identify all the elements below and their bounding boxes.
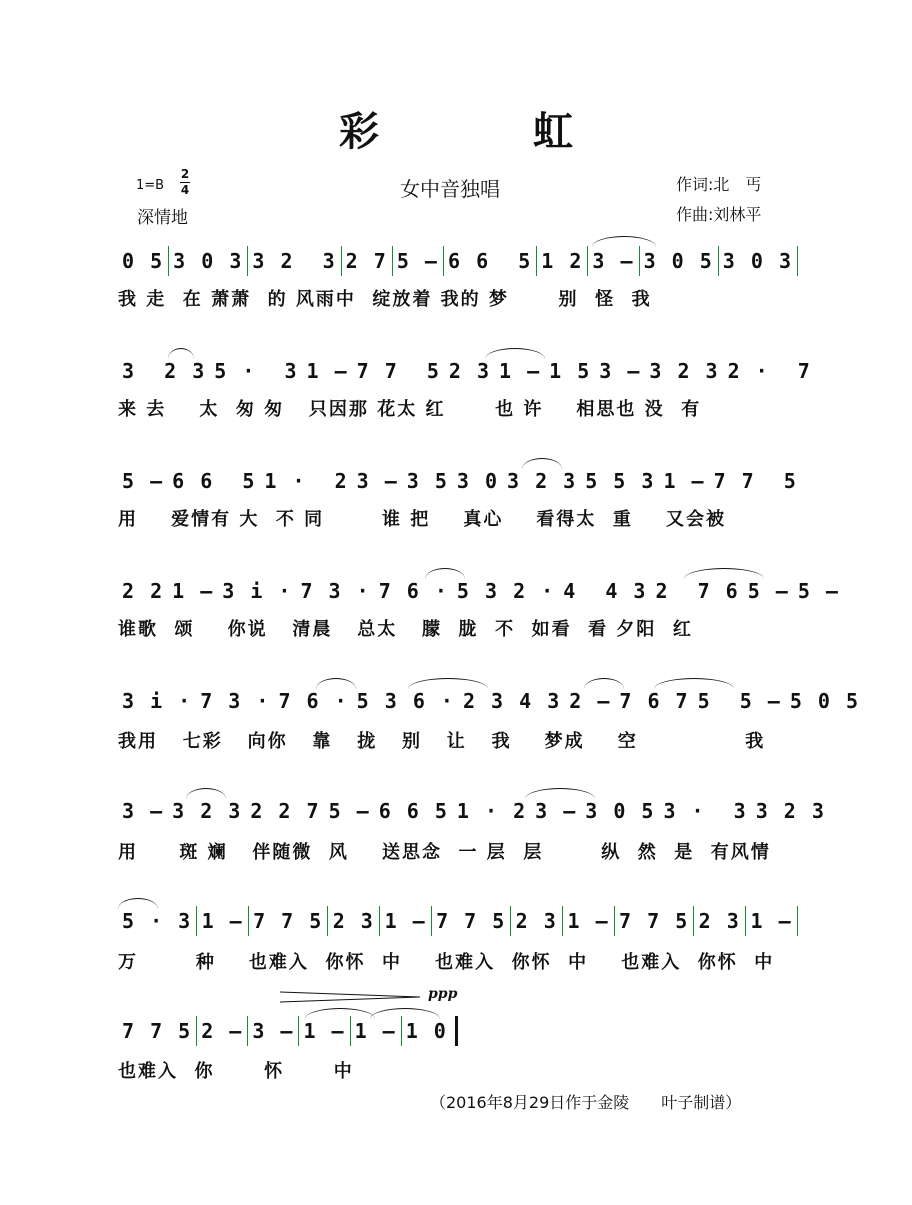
notation-line (118, 1014, 458, 1048)
lyricist-credit: 作词:北 丐 (676, 175, 762, 194)
measure-notes: 5 · 3 (214, 359, 299, 383)
measure-notes: 2 2 7 (250, 799, 321, 823)
measure (353, 464, 403, 498)
measure-notes: 2 3 4 3 (462, 689, 562, 713)
measure-notes: 5 — (396, 249, 439, 273)
measure-notes: 0 5 (122, 249, 165, 273)
lyric-line: 我 走 在 萧萧 的 风雨中 绽放着 我的 梦 别 怪 我 (118, 289, 652, 310)
measure-notes: 1 — (750, 909, 793, 933)
measure-notes: 3 — (356, 469, 399, 493)
measure (375, 794, 453, 828)
measure (645, 354, 723, 388)
measure (196, 684, 274, 718)
footer-note: （2016年8月29日作于金陵 叶子制谱） (430, 1093, 742, 1112)
measure (531, 794, 581, 828)
measure (197, 904, 248, 938)
slur-mark (186, 788, 226, 799)
measure-notes: 2 3 (698, 909, 741, 933)
measure (511, 904, 562, 938)
measure (563, 904, 614, 938)
measure (118, 354, 210, 388)
slur-mark (316, 678, 356, 689)
measure (118, 464, 168, 498)
time-signature-bottom: 4 (180, 183, 190, 197)
measure (380, 904, 431, 938)
measure (246, 794, 324, 828)
measure-notes: 1 0 (405, 1019, 448, 1043)
lyric-line: 谁歌 颂 你说 清晨 总太 朦 胧 不 如看 看 夕阳 红 (118, 619, 693, 640)
measure (248, 244, 340, 278)
slur-mark (522, 458, 562, 469)
slur-mark (425, 568, 465, 579)
slur-mark (305, 1008, 375, 1019)
notation-line (118, 354, 812, 388)
notation-line (118, 574, 840, 608)
measure-notes: 5 3 6 · (356, 689, 455, 713)
measure-notes: 1 · 2 (264, 469, 349, 493)
measure-notes: 3 0 (456, 469, 499, 493)
measure (299, 1014, 349, 1048)
measure-notes: 3 0 5 (585, 799, 656, 823)
lyric-line: 用 斑 斓 伴随微 风 送思念 一 层 层 纵 然 是 有风情 (118, 842, 771, 863)
measure-notes: 3 — (122, 799, 165, 823)
measure (537, 244, 587, 278)
measure-notes: 7 7 5 (356, 359, 441, 383)
measure (588, 244, 638, 278)
slur-mark (118, 898, 158, 909)
notation-line (118, 464, 798, 498)
measure (351, 1014, 401, 1048)
measure-notes: 3 0 3 (722, 249, 794, 273)
measure (218, 574, 296, 608)
measure-notes: 5 · 3 (122, 909, 193, 933)
measure (325, 794, 375, 828)
measure-notes: 3 2 3 (122, 359, 207, 383)
measure (168, 794, 246, 828)
composer-credit: 作曲:刘林平 (676, 205, 762, 224)
measure-notes: 2 — (569, 689, 612, 713)
measure-notes: 7 6 · (278, 689, 349, 713)
slur-mark (525, 788, 595, 799)
slur-mark (168, 348, 194, 359)
measure-notes: 3 — (252, 1019, 295, 1043)
measure-notes: 3 — (535, 799, 578, 823)
measure (794, 574, 844, 608)
measure (353, 684, 459, 718)
measure (303, 354, 353, 388)
measure (744, 574, 794, 608)
measure (710, 464, 802, 498)
measure-notes: 1 — (354, 1019, 397, 1043)
measure-notes: 7 6 · (378, 579, 449, 603)
measure-notes: 3 2 3 (507, 469, 578, 493)
lyric-line: 我用 七彩 向你 靠 拢 别 让 我 梦成 空 我 (118, 731, 766, 752)
measure-notes: 7 3 · (200, 689, 271, 713)
measure (248, 1014, 298, 1048)
measure (659, 794, 751, 828)
measure-notes: 2 3 (515, 909, 558, 933)
measure-notes: 6 6 5 (172, 469, 257, 493)
measure (197, 1014, 247, 1048)
measure-notes: 5 3 2 · (456, 579, 556, 603)
lyric-line: 也难入 你 怀 中 (118, 1061, 354, 1082)
notation-line (118, 244, 798, 278)
measure (342, 244, 392, 278)
measure (296, 574, 374, 608)
measure (459, 684, 565, 718)
measure (453, 464, 503, 498)
measure (495, 354, 545, 388)
song-title: 彩 虹 (339, 108, 643, 155)
measure-notes: 1 — (384, 909, 427, 933)
measure (393, 244, 443, 278)
notation-line (118, 794, 826, 828)
measure (545, 354, 595, 388)
measure-notes: 3 2 3 (649, 359, 720, 383)
measure (168, 574, 218, 608)
measure-notes: 4 4 3 (563, 579, 648, 603)
measure-notes: 2 — (201, 1019, 244, 1043)
measure-notes: 1 · 2 (456, 799, 528, 823)
measure-notes: 7 7 5 (122, 1019, 193, 1043)
measure (118, 574, 168, 608)
measure-notes: 2 3 (448, 359, 491, 383)
measure (260, 464, 352, 498)
time-signature (180, 168, 190, 197)
slur-mark (584, 678, 624, 689)
measure-notes: 7 7 5 (619, 909, 690, 933)
barline (797, 246, 798, 276)
measure (445, 354, 495, 388)
slur-mark (408, 678, 488, 689)
notation-line (118, 684, 861, 718)
measure-notes: 5 5 — (697, 689, 782, 713)
measure-notes: 7 7 5 (436, 909, 507, 933)
measure-notes: 1 — (201, 909, 244, 933)
measure (118, 1014, 196, 1048)
measure-notes: 3 5 (406, 469, 449, 493)
lyric-line: 用 爱情有 大 不 同 谁 把 真心 看得太 重 又会被 (118, 509, 726, 530)
measure-notes: 5 — (122, 469, 165, 493)
measure (118, 684, 196, 718)
measure-notes: 2 2 (122, 579, 165, 603)
measure-notes: 7 6 7 (619, 689, 690, 713)
measure (453, 794, 531, 828)
diminuendo-hairpin (280, 990, 420, 1004)
measure-notes: 3 0 5 (643, 249, 714, 273)
measure (444, 244, 536, 278)
measure-notes: 7 3 · (300, 579, 371, 603)
measure (724, 354, 816, 388)
measure-notes: 6 6 5 (447, 249, 533, 273)
measure-notes: 2 7 (345, 249, 388, 273)
measure (595, 354, 645, 388)
measure-notes: 2 3 (332, 909, 375, 933)
measure (659, 464, 709, 498)
measure (559, 574, 651, 608)
measure-notes: 3 — (599, 359, 642, 383)
measure (615, 684, 693, 718)
measure (375, 574, 453, 608)
measure (746, 904, 797, 938)
notation-line (118, 904, 798, 938)
measure (328, 904, 379, 938)
measure-notes: 5 0 5 (789, 689, 861, 713)
measure (402, 1014, 452, 1048)
lyric-line: 万 种 也难入 你怀 中 也难入 你怀 中 也难入 你怀 中 (118, 952, 775, 973)
measure-notes: 3 · 3 (663, 799, 748, 823)
measure (169, 244, 247, 278)
slur-mark (485, 348, 545, 359)
measure (719, 244, 797, 278)
barline (797, 906, 798, 936)
measure-notes: 1 — (663, 469, 706, 493)
measure-notes: 1 2 (541, 249, 584, 273)
measure-notes: 5 5 3 (585, 469, 656, 493)
measure (640, 244, 718, 278)
dynamic-marking: ppp (428, 986, 458, 1002)
measure (118, 904, 196, 938)
measure-notes: 3 i · (222, 579, 293, 603)
measure (118, 244, 168, 278)
lyric-line: 来 去 太 匆 匆 只因那 花太 红 也 许 相思也 没 有 (118, 399, 702, 420)
measure-notes: 1 — (567, 909, 610, 933)
measure-notes: 3 0 3 (173, 249, 244, 273)
measure (210, 354, 302, 388)
measure (651, 574, 743, 608)
measure (694, 684, 786, 718)
measure-notes: 7 7 5 (713, 469, 798, 493)
measure (581, 464, 659, 498)
key-signature: 1=B (136, 178, 165, 193)
measure-notes: 5 — (328, 799, 371, 823)
measure (274, 684, 352, 718)
measure-notes: 1 — (306, 359, 349, 383)
time-signature-top: 2 (180, 167, 190, 181)
final-barline (455, 1016, 458, 1046)
measure-notes: 1 5 (549, 359, 592, 383)
measure-notes: 3 — (592, 249, 635, 273)
measure-notes: 6 6 5 (378, 799, 449, 823)
measure-notes: 3 i · (122, 689, 193, 713)
measure (752, 794, 830, 828)
measure (249, 904, 327, 938)
slur-mark (370, 1008, 440, 1019)
subtitle: 女中音独唱 (400, 177, 500, 201)
slur-mark (684, 568, 764, 579)
measure-notes: 7 7 5 (253, 909, 324, 933)
measure-notes: 3 2 3 (252, 249, 337, 273)
measure (453, 574, 559, 608)
measure (168, 464, 260, 498)
measure-notes: 3 2 3 (755, 799, 826, 823)
measure-notes: 1 — (303, 1019, 346, 1043)
measure-notes: 1 — (172, 579, 215, 603)
measure (694, 904, 745, 938)
measure-notes: 3 2 3 (172, 799, 243, 823)
measure (581, 794, 659, 828)
measure-notes: 2 · 7 (727, 359, 812, 383)
measure-notes: 2 7 6 (655, 579, 740, 603)
measure-notes: 1 — (499, 359, 542, 383)
measure-notes: 5 — (747, 579, 790, 603)
tempo-marking: 深情地 (137, 208, 188, 228)
measure (503, 464, 581, 498)
measure (432, 904, 510, 938)
measure (403, 464, 453, 498)
slur-mark (592, 236, 656, 247)
measure (786, 684, 864, 718)
measure (615, 904, 693, 938)
measure (118, 794, 168, 828)
slur-mark (654, 678, 734, 689)
measure (353, 354, 445, 388)
measure-notes: 5 — (797, 579, 840, 603)
measure (565, 684, 615, 718)
